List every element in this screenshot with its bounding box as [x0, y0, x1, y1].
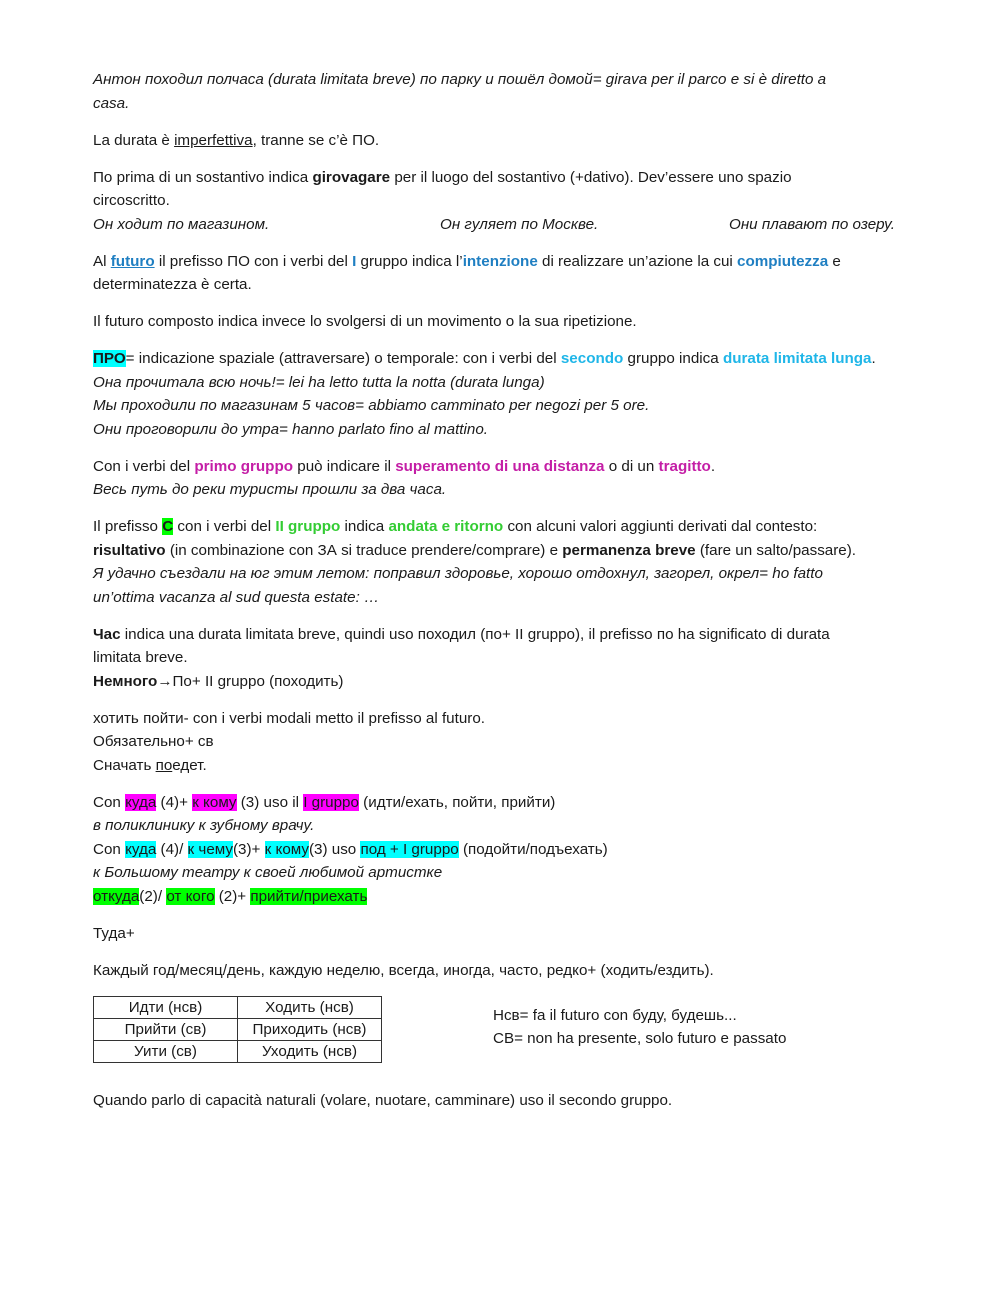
example-1: Он ходит по магазином.	[93, 215, 270, 233]
bold-term: Час	[93, 625, 121, 643]
paragraph-6: ПРО= indicazione spaziale (attraversare) o temporale: con i verbi del secondo gruppo indica durata limitata lunga. Она прочитала всю ночь!= lei ha letto tutta la notta (durata lunga) Мы проходили по магазинам 5 часов= abbiamo camminato per negozi per 5 ore. Они проговорили до утра= hanno parlato fino al mattino.	[93, 347, 933, 441]
verb-table-section	[93, 996, 933, 1063]
highlight-pro: ПРО	[93, 350, 126, 367]
keyword-andata: andata e ritorno	[388, 518, 504, 535]
paragraph-14: Quando parlo di capacità naturali (volare, nuotare, camminare) uso il secondo gruppo.	[93, 1091, 673, 1109]
example-line: Она прочитала всю ночь!= lei ha letto tutta la notta (durata lunga)	[93, 373, 545, 391]
examples-row	[93, 213, 933, 237]
highlight-prijti: прийти/приехать	[250, 887, 368, 905]
example-line: un’ottima vacanza al sud questa estate: …	[93, 588, 380, 606]
table-row	[94, 1018, 382, 1040]
paragraph-1	[93, 68, 933, 115]
keyword-II: II gruppo	[275, 518, 341, 535]
paragraph-5: Il futuro composto indica invece lo svolgersi di un movimento o la sua ripetizione.	[93, 313, 637, 330]
keyword-I: I	[352, 252, 357, 270]
highlight-i-gruppo: I gruppo	[303, 793, 359, 811]
keyword-durata: durata limitata lunga	[722, 350, 872, 367]
example-3: Они плавают по озеру.	[729, 215, 895, 233]
highlight-ot-kogo: от кого	[166, 887, 215, 905]
paragraph-9: Час indica una durata limitata breve, quindi uso походил (по+ II gruppo), il prefisso по ha significato di durata limitata breve. Немного→По+ II gruppo (походить)	[93, 625, 830, 690]
paragraph-13: Каждый год/месяц/день, каждую неделю, всегда, иногда, часто, редко+ (ходить/ездить).	[93, 961, 714, 979]
verb-table	[93, 996, 382, 1063]
highlight-k-komu: к кому	[264, 840, 309, 858]
paragraph-3: По prima di un sostantivo indica girovagare per il luogo del sostantivo (+dativo). Dev’essere uno spazio circoscritto. Он ходит по магазином. Он гуляет по Москве. Они плавают по озеру.	[93, 166, 933, 237]
example-line: Мы проходили по магазинам 5 часов= abbiamo camminato per negozi per 5 ore.	[93, 397, 650, 414]
table-cell: Приходить (нсв)	[238, 1018, 382, 1040]
keyword-futuro: futuro	[110, 252, 155, 270]
underlined-term: imperfettiva	[174, 131, 253, 149]
keyword-primo: primo gruppo	[194, 457, 294, 475]
highlight-pod: под + I gruppo	[360, 840, 459, 858]
bold-term: risultativo	[93, 541, 166, 559]
example-line: casa.	[93, 94, 130, 112]
example-line: Антон походил полчаса (durata limitata breve) по парку и пошёл домой= girava per il parco e si è diretto a	[93, 71, 827, 88]
bold-term: girovagare	[312, 168, 391, 186]
bold-term: Немного	[93, 672, 158, 690]
table-cell: Уити (св)	[94, 1040, 238, 1062]
paragraph-11: Con куда (4)+ к кому (3) uso il I gruppo (идти/ехать, пойти, прийти) в поликлинику к зубному врачу. Con куда (4)/ к чему(3)+ к кому(3) uso под + I gruppo (подойти/подъехать) к Большому театру к своей любимой артистке откуда(2)/ от кого (2)+ прийти/приехать	[93, 791, 933, 909]
example-line: Они проговорили до утра= hanno parlato fino al mattino.	[93, 420, 489, 438]
table-cell: Прийти (св)	[94, 1018, 238, 1040]
highlight-kuda: куда	[125, 793, 157, 811]
table-cell: Идти (нсв)	[94, 996, 238, 1018]
example-line: к Большому театру к своей любимой артистке	[93, 864, 443, 881]
paragraph-7: Con i verbi del primo gruppo può indicare il superamento di una distanza o di un tragitto. Весь путь до реки туристы прошли за два часа.	[93, 455, 933, 502]
table-row	[94, 996, 382, 1018]
paragraph-4: Al futuro il prefisso ПО con i verbi del I gruppo indica l’intenzione di realizzare un’azione la cui compiutezza e determinatezza è certa.	[93, 252, 841, 293]
highlight-s: С	[162, 518, 174, 535]
paragraph-8: Il prefisso С con i verbi del II gruppo indica andata e ritorno con alcuni valori aggiunti derivati dal contesto: risultativo (in combinazione con ЗА si traduce prendere/comprare) e permanenza breve (fare un salto/passare). Я удачно съездали на юг этим летом: поправил здоровье, хорошо отдохнул, загорел, окрел= ho fatto un’ottima vacanza al sud questa estate: …	[93, 515, 933, 609]
table-cell: Уходить (нсв)	[238, 1040, 382, 1062]
paragraph-12: Туда+	[93, 924, 135, 942]
keyword-superamento: superamento di una distanza	[395, 457, 605, 475]
example-line: Я удачно съездали на юг этим летом: поправил здоровье, хорошо отдохнул, загорел, окрел= ho fatto	[93, 565, 823, 582]
document-page	[93, 68, 933, 1126]
table-cell: Ходить (нсв)	[238, 996, 382, 1018]
keyword-tragitto: tragitto	[658, 457, 711, 475]
keyword-intenzione: intenzione	[462, 252, 538, 270]
example-line: Весь путь до реки туристы прошли за два часа.	[93, 481, 447, 498]
keyword-secondo: secondo	[560, 350, 624, 367]
paragraph-10: хотить пойти- con i verbi modali metto il prefisso al futuro. Обязательно+ св Сначать поедет.	[93, 709, 485, 774]
highlight-kuda: куда	[125, 840, 157, 858]
highlight-k-chemu: к чему	[187, 840, 233, 858]
table-row	[94, 1040, 382, 1062]
example-2: Он гуляет по Москве.	[440, 215, 599, 233]
table-notes: Нсв= fa il futuro con буду, будешь... СВ= non ha presente, solo futuro e passato	[493, 1006, 787, 1047]
bold-term: permanenza breve	[562, 541, 696, 559]
highlight-otkuda: откуда	[93, 887, 140, 905]
paragraph-2: La durata è imperfettiva, tranne se c’è ПО.	[93, 131, 380, 149]
example-line: в поликлинику к зубному врачу.	[93, 817, 315, 834]
keyword-compiutezza: compiutezza	[737, 252, 829, 270]
highlight-k-komu: к кому	[192, 793, 237, 811]
